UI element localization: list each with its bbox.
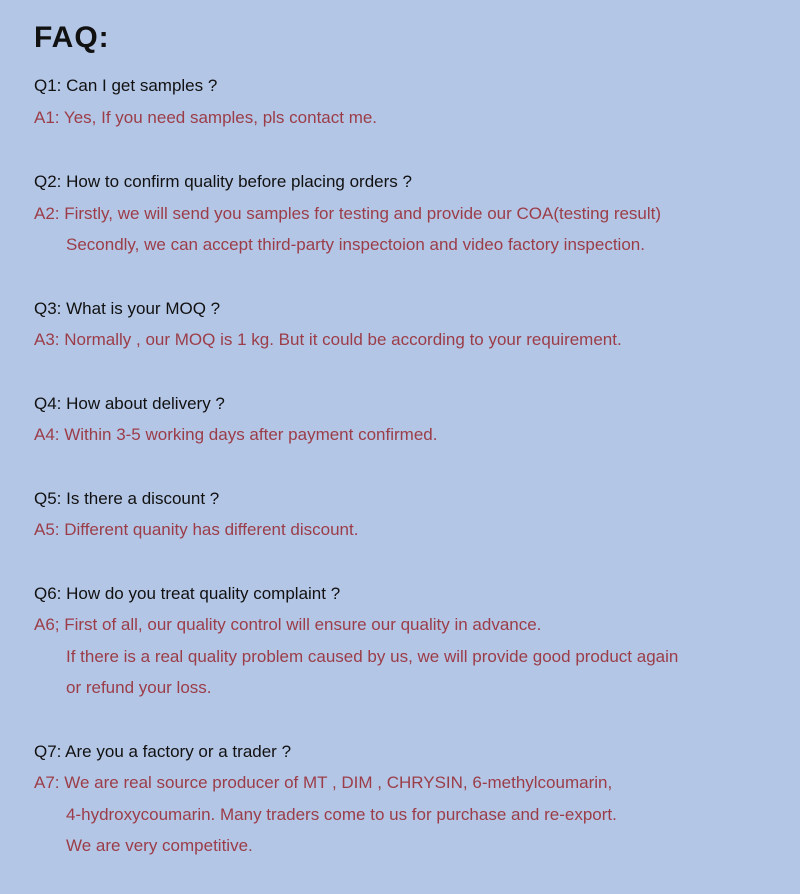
answer-4-line-1: A4: Within 3-5 working days after payment confirmed. [34, 425, 438, 444]
answer-1-line-1: A1: Yes, If you need samples, pls contact me. [34, 107, 378, 127]
answer-5-line-1: A5: Different quanity has different discount. [34, 520, 359, 539]
answer-6-line-2: If there is a real quality problem caused by us, we will provide good product again [66, 646, 679, 666]
answer-3-line-1: A3: Normally , our MOQ is 1 kg. But it could be according to your requirement. [34, 330, 622, 349]
faq-item-4 [34, 388, 794, 451]
faq-item-7 [34, 736, 794, 862]
answer-2-line-2: Secondly, we can accept third-party inspectoion and video factory inspection. [66, 235, 645, 254]
question-5: Q5: Is there a discount ? [34, 488, 220, 508]
answer-7-line-1: A7: We are real source producer of MT , DIM , CHRYSIN, 6-methylcoumarin, [34, 773, 613, 792]
question-7: Q7: Are you a factory or a trader ? [34, 741, 292, 761]
answer-7-line-2: 4-hydroxycoumarin. Many traders come to us for purchase and re-export. [66, 804, 617, 824]
faq-item-2 [34, 166, 794, 261]
question-6: Q6: How do you treat quality complaint ? [34, 583, 341, 603]
question-4: Q4: How about delivery ? [34, 393, 225, 413]
page-title: FAQ: [34, 21, 110, 54]
faq-list [34, 70, 794, 894]
answer-2-line-1: A2: Firstly, we will send you samples for testing and provide our COA(testing result) [34, 203, 662, 223]
answer-6-line-3: or refund your loss. [66, 678, 212, 697]
question-1: Q1: Can I get samples ? [34, 76, 218, 95]
faq-item-1 [34, 70, 794, 133]
answer-6-line-1: A6; First of all, our quality control will ensure our quality in advance. [34, 615, 542, 634]
answer-7-line-3: We are very competitive. [66, 836, 253, 855]
faq-item-6 [34, 578, 794, 704]
faq-item-5 [34, 483, 794, 546]
question-2: Q2: How to confirm quality before placing orders ? [34, 172, 412, 191]
question-3: Q3: What is your MOQ ? [34, 298, 221, 318]
faq-item-3 [34, 293, 794, 356]
